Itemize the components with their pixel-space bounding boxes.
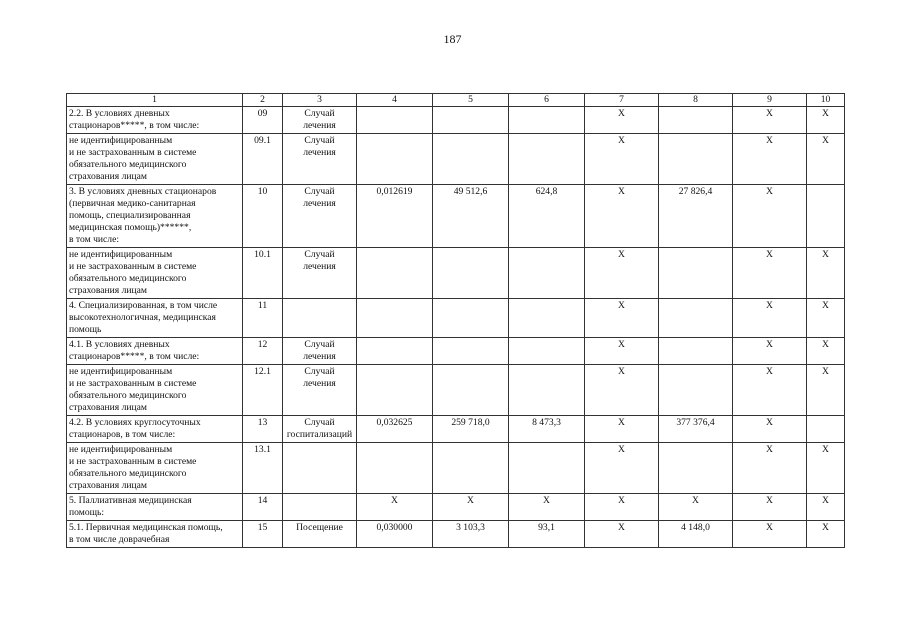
table-cell: 4.1. В условиях дневных стационаров*****, в том числе: bbox=[67, 338, 243, 365]
table-cell: Случай госпитализаций bbox=[283, 416, 357, 443]
table-row bbox=[67, 338, 845, 365]
table-cell: 3 103,3 bbox=[433, 521, 509, 548]
table-row bbox=[67, 416, 845, 443]
table-cell bbox=[509, 365, 585, 416]
table-cell: 10.1 bbox=[243, 248, 283, 299]
table-row bbox=[67, 443, 845, 494]
table-cell: Х bbox=[733, 416, 807, 443]
table-cell: Х bbox=[807, 107, 845, 134]
data-table bbox=[66, 93, 845, 548]
table-cell: Х bbox=[807, 365, 845, 416]
column-header: 3 bbox=[283, 94, 357, 107]
table-cell: Случай лечения bbox=[283, 248, 357, 299]
table-cell: Х bbox=[585, 521, 659, 548]
table-cell: 5.1. Первичная медицинская помощь, в том числе доврачебная bbox=[67, 521, 243, 548]
table-cell: Х bbox=[733, 521, 807, 548]
table-cell bbox=[283, 443, 357, 494]
table-cell: 0,012619 bbox=[357, 185, 433, 248]
table-cell: 10 bbox=[243, 185, 283, 248]
column-header: 1 bbox=[67, 94, 243, 107]
table-cell: Случай лечения bbox=[283, 185, 357, 248]
table-cell: Случай лечения bbox=[283, 107, 357, 134]
table-cell: 4.2. В условиях круглосуточных стационаров, в том числе: bbox=[67, 416, 243, 443]
column-header: 5 bbox=[433, 94, 509, 107]
table-cell: 0,030000 bbox=[357, 521, 433, 548]
table-row bbox=[67, 494, 845, 521]
column-header: 8 bbox=[659, 94, 733, 107]
table-cell: 15 bbox=[243, 521, 283, 548]
column-header: 4 bbox=[357, 94, 433, 107]
table-row bbox=[67, 521, 845, 548]
table-cell: Х bbox=[807, 494, 845, 521]
column-header: 10 bbox=[807, 94, 845, 107]
table-cell: Х bbox=[585, 338, 659, 365]
page-number: 187 bbox=[443, 32, 462, 46]
table-cell: Х bbox=[659, 494, 733, 521]
table-cell: Х bbox=[585, 494, 659, 521]
table-cell bbox=[433, 107, 509, 134]
table-cell: Х bbox=[733, 134, 807, 185]
table-cell bbox=[659, 134, 733, 185]
table-cell bbox=[357, 248, 433, 299]
table-cell bbox=[509, 107, 585, 134]
table-row bbox=[67, 365, 845, 416]
table-cell bbox=[433, 443, 509, 494]
table-cell bbox=[659, 365, 733, 416]
table-cell: Случай лечения bbox=[283, 365, 357, 416]
table-cell: Х bbox=[585, 134, 659, 185]
table-cell: Посещение bbox=[283, 521, 357, 548]
table-cell: Х bbox=[733, 107, 807, 134]
table-cell bbox=[509, 338, 585, 365]
table-cell: 624,8 bbox=[509, 185, 585, 248]
table-cell: 49 512,6 bbox=[433, 185, 509, 248]
table-cell bbox=[357, 134, 433, 185]
table-row bbox=[67, 185, 845, 248]
table-cell: Х bbox=[733, 299, 807, 338]
table-cell: Х bbox=[585, 416, 659, 443]
table-cell bbox=[509, 299, 585, 338]
table-cell bbox=[509, 248, 585, 299]
table-cell: Х bbox=[585, 248, 659, 299]
table-cell: 4. Специализированная, в том числе высокотехнологичная, медицинская помощь bbox=[67, 299, 243, 338]
table-cell: 259 718,0 bbox=[433, 416, 509, 443]
table-cell bbox=[659, 443, 733, 494]
table-cell bbox=[357, 299, 433, 338]
table-cell: 4 148,0 bbox=[659, 521, 733, 548]
table-cell: Х bbox=[585, 107, 659, 134]
table-cell bbox=[659, 107, 733, 134]
table-cell: не идентифицированным и не застрахованным в системе обязательного медицинского страхования лицам bbox=[67, 134, 243, 185]
table-cell: Случай лечения bbox=[283, 338, 357, 365]
table-header-row bbox=[67, 94, 845, 107]
table-cell: 0,032625 bbox=[357, 416, 433, 443]
table-cell bbox=[283, 299, 357, 338]
table-cell: Х bbox=[357, 494, 433, 521]
table-cell: Х bbox=[733, 443, 807, 494]
table-cell: 377 376,4 bbox=[659, 416, 733, 443]
table-row bbox=[67, 299, 845, 338]
table-row bbox=[67, 248, 845, 299]
table-cell bbox=[659, 248, 733, 299]
column-header: 6 bbox=[509, 94, 585, 107]
table-cell: 3. В условиях дневных стационаров (первичная медико-санитарная помощь, специализированная медицинская помощь)******, в том числе: bbox=[67, 185, 243, 248]
table-cell: 13 bbox=[243, 416, 283, 443]
table-cell bbox=[357, 107, 433, 134]
table-cell: Х bbox=[733, 338, 807, 365]
table-cell: 93,1 bbox=[509, 521, 585, 548]
table-cell bbox=[433, 299, 509, 338]
table-cell: не идентифицированным и не застрахованным в системе обязательного медицинского страхования лицам bbox=[67, 248, 243, 299]
table-cell bbox=[357, 443, 433, 494]
table-row bbox=[67, 107, 845, 134]
table-cell: Х bbox=[733, 365, 807, 416]
table-cell: не идентифицированным и не застрахованным в системе обязательного медицинского страхования лицам bbox=[67, 365, 243, 416]
table-cell: Х bbox=[807, 299, 845, 338]
table-cell: Случай лечения bbox=[283, 134, 357, 185]
column-header: 9 bbox=[733, 94, 807, 107]
table-cell: 09 bbox=[243, 107, 283, 134]
table-cell: Х bbox=[585, 365, 659, 416]
table-cell: 14 bbox=[243, 494, 283, 521]
table-cell bbox=[509, 443, 585, 494]
table-cell bbox=[509, 134, 585, 185]
table-cell: 11 bbox=[243, 299, 283, 338]
table-cell: Х bbox=[509, 494, 585, 521]
table-cell: 13.1 bbox=[243, 443, 283, 494]
table-cell bbox=[659, 338, 733, 365]
table-cell: не идентифицированным и не застрахованным в системе обязательного медицинского страхования лицам bbox=[67, 443, 243, 494]
table-cell: Х bbox=[807, 248, 845, 299]
table-cell bbox=[659, 299, 733, 338]
table-cell bbox=[283, 494, 357, 521]
table-cell bbox=[433, 365, 509, 416]
table-cell: 09.1 bbox=[243, 134, 283, 185]
table-cell: Х bbox=[585, 299, 659, 338]
table-cell: Х bbox=[733, 494, 807, 521]
table-cell bbox=[357, 365, 433, 416]
column-header: 2 bbox=[243, 94, 283, 107]
table-cell bbox=[357, 338, 433, 365]
table-cell: Х bbox=[807, 134, 845, 185]
table-cell: 5. Паллиативная медицинская помощь: bbox=[67, 494, 243, 521]
table-cell: Х bbox=[585, 443, 659, 494]
table-cell: Х bbox=[807, 521, 845, 548]
table-cell bbox=[433, 338, 509, 365]
table-cell bbox=[433, 248, 509, 299]
table-cell: 12 bbox=[243, 338, 283, 365]
table-cell bbox=[433, 134, 509, 185]
table-cell: Х bbox=[733, 185, 807, 248]
table-cell: Х bbox=[807, 443, 845, 494]
table-row bbox=[67, 134, 845, 185]
table-cell: Х bbox=[433, 494, 509, 521]
table-cell: 8 473,3 bbox=[509, 416, 585, 443]
table-cell: Х bbox=[733, 248, 807, 299]
table-cell: 2.2. В условиях дневных стационаров*****, в том числе: bbox=[67, 107, 243, 134]
column-header: 7 bbox=[585, 94, 659, 107]
table-cell: Х bbox=[807, 338, 845, 365]
table-cell bbox=[807, 185, 845, 248]
table-cell: Х bbox=[585, 185, 659, 248]
table-cell: 27 826,4 bbox=[659, 185, 733, 248]
table-cell: 12.1 bbox=[243, 365, 283, 416]
table-cell bbox=[807, 416, 845, 443]
